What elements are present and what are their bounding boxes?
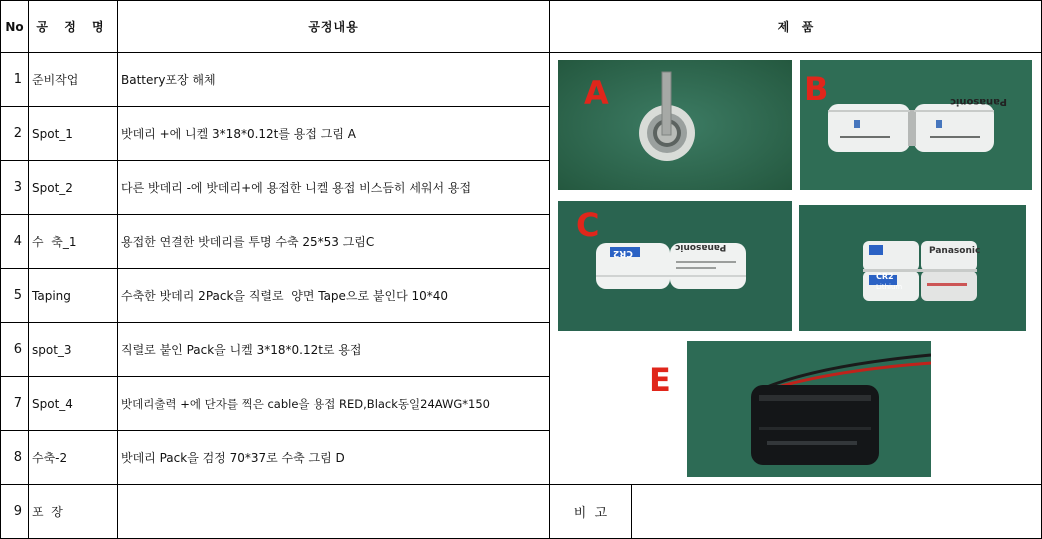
row-process-name: 포 장 (32, 505, 63, 519)
header-no: No (5, 19, 24, 34)
row-no: 4 (13, 234, 22, 249)
header-process-name: 공 정 명 (36, 20, 110, 34)
row-process-content: 밧데리 Pack을 검정 70*37로 수축 그림 D (121, 451, 345, 465)
row-no: 3 (13, 180, 22, 195)
photo-c-letter: C (576, 206, 600, 244)
photo-d (799, 205, 1026, 331)
row-no: 2 (13, 126, 22, 141)
row-process-name: 수축-2 (32, 451, 68, 465)
photo-d-model: CR2 (876, 272, 894, 281)
photo-b (800, 60, 1032, 190)
row-process-name: 수 축_1 (32, 235, 77, 249)
row-no: 7 (13, 396, 22, 411)
row-process-content: 밧데리 +에 니켈 3*18*0.12t를 용접 그림 A (121, 127, 356, 141)
row-no: 5 (13, 288, 22, 303)
row-process-name: Spot_1 (32, 126, 73, 141)
row-process-content: 다른 밧데리 -에 밧데리+에 용접한 니켈 용접 비스듬히 세워서 용접 (121, 181, 472, 195)
row-process-content: 수축한 밧데리 2Pack을 직렬로 양면 Tape으로 붙인다 10*40 (121, 289, 449, 303)
row-no: 1 (13, 72, 22, 87)
remarks-value (632, 485, 1041, 538)
header-product: 제 품 (777, 20, 814, 34)
row-process-content: 직렬로 붙인 Pack을 니켈 3*18*0.12t로 용접 (121, 343, 362, 357)
photo-b-brand: Panasonic (950, 96, 1007, 107)
row-process-content (118, 485, 549, 538)
row-process-name: Taping (32, 288, 71, 303)
row-process-name: spot_3 (32, 342, 72, 357)
photo-c-model: CR2 (613, 248, 633, 258)
row-no: 6 (13, 342, 22, 357)
photo-a-letter: A (584, 74, 609, 112)
photo-d-sub: Lithium (876, 283, 903, 291)
header-process-content: 공정내용 (308, 20, 359, 34)
photo-b-letter: B (804, 70, 829, 108)
grid-line (549, 0, 550, 539)
photo-e-letter: E (649, 361, 671, 399)
row-no: 9 (13, 504, 22, 519)
row-process-name: Spot_2 (32, 180, 73, 195)
row-process-name: Spot_4 (32, 396, 73, 411)
row-process-content: 밧데리출력 +에 단자를 찍은 cable을 용접 RED,Black동일24AWG*150 (121, 396, 490, 411)
remarks-label: 비 고 (573, 506, 608, 521)
photo-e (687, 341, 931, 477)
row-no: 8 (13, 450, 22, 465)
photo-d-brand: Panasonic (929, 246, 981, 256)
photo-c-brand: Panasonic (675, 242, 727, 252)
row-process-content: 용접한 연결한 밧데리를 투명 수축 25*53 그림C (121, 235, 375, 249)
row-process-content: Battery포장 해체 (121, 73, 216, 87)
row-process-name: 준비작업 (32, 73, 79, 87)
